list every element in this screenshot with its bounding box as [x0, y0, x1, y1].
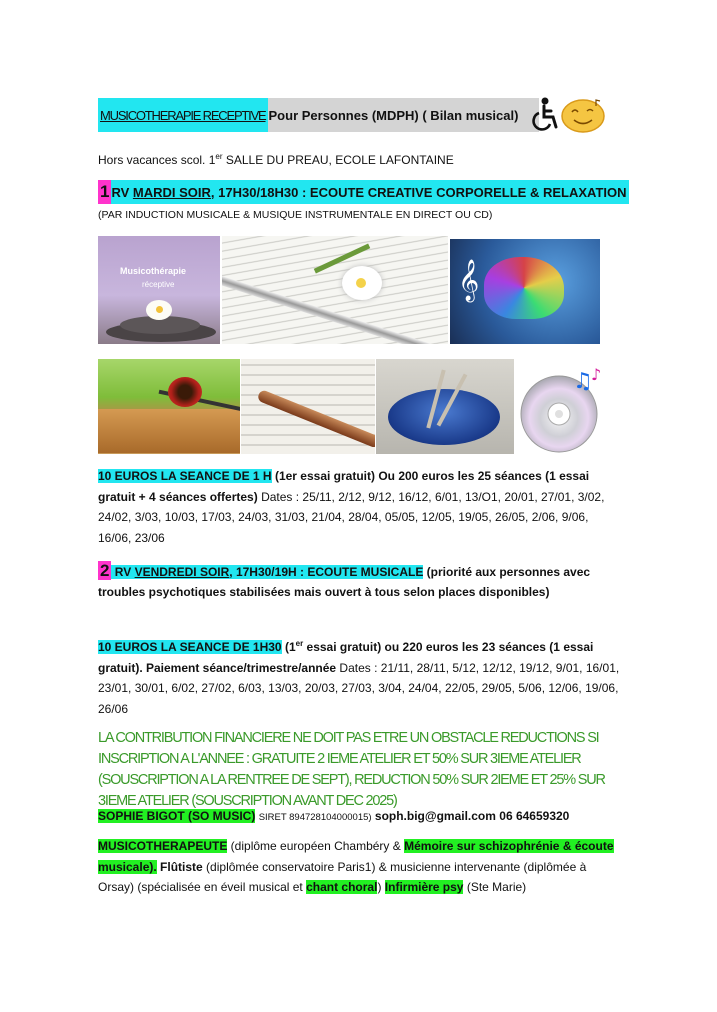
image-text-receptive: réceptive	[142, 280, 175, 289]
bio-p1: (diplôme européen Chambéry &	[227, 839, 405, 853]
brain-music-image: 𝄞	[450, 239, 600, 344]
title-part2: Pour Personnes (MDPH) ( Bilan musical)	[268, 98, 539, 132]
guitar-flower-image	[98, 359, 240, 454]
location-prefix: Hors vacances scol. 1	[98, 153, 216, 167]
smiley-music-icon	[560, 98, 606, 134]
session1-subtitle: (PAR INDUCTION MUSICALE & MUSIQUE INSTRUMENTALE EN DIRECT OU CD)	[98, 209, 493, 221]
svg-text:♪: ♪	[591, 365, 602, 384]
session2-number: 2	[100, 561, 110, 580]
bio-flutiste: Flûtiste	[156, 859, 203, 874]
location-sup: er	[215, 152, 223, 161]
bio-chant: chant choral	[306, 880, 378, 894]
contact-siret: SIRET 894728104000015)	[258, 812, 372, 823]
session2-rv: RV	[111, 565, 135, 579]
session1-number: 1	[98, 180, 111, 204]
session1-price	[98, 466, 620, 548]
session2-note: (priorité aux personnes avec troubles psychotiques stabilisées mais ouvert à tous selon places disponibles)	[98, 565, 591, 599]
musicotherapie-image	[98, 236, 220, 344]
session2-day: VENDREDI SOIR	[134, 565, 230, 579]
recorder-sheet-image	[241, 359, 375, 454]
svg-text:♫: ♫	[573, 369, 593, 394]
contact-line	[98, 806, 569, 828]
session2-title	[111, 565, 423, 579]
session1-rest: , 17H30/18H30 : ECOUTE CREATIVE CORPORELLE & RELAXATION	[210, 184, 627, 200]
contact-phone[interactable]: 06 64659320	[499, 809, 570, 823]
session2-price-highlight: 10 EUROS LA SEANCE DE 1H30	[98, 640, 282, 654]
session2-price-open: (1	[281, 640, 296, 654]
session2-heading	[98, 561, 620, 602]
session2-price-rest: essai gratuit) ou 220 euros les 23 séances (1 essai gratuit). Paiement séance/trimestre/année	[98, 640, 594, 675]
session2-dates: Dates : 21/11, 28/11, 5/12, 12/12, 19/12, 9/01, 16/01, 23/01, 30/01, 6/02, 27/02, 6/03, 13/03, 20/03, 27/03, 3/04, 24/04, 22/05, 29/05, 5/06, 12/06, 19/06, 26/06	[98, 660, 620, 716]
location-line	[98, 147, 454, 170]
session1-price-highlight: 10 EUROS LA SEANCE DE 1 H	[98, 469, 272, 483]
contact-name: SOPHIE BIGOT (SO MUSIC)	[98, 809, 256, 823]
bio-infirmiere: Infirmière psy	[384, 880, 464, 894]
session2-price	[98, 634, 620, 719]
session1-price-rest: (1er essai gratuit) Ou 200 euros les 25 séances (1 essai gratuit + 4 séances offertes)	[98, 469, 590, 504]
session2-price-sup: er	[295, 639, 304, 648]
cd-music-image	[515, 362, 611, 454]
title-part1: MUSICOTHERAPIE RECEPTIVE	[98, 98, 268, 132]
session1-title	[111, 180, 628, 204]
title-bar	[98, 98, 539, 132]
contact-email[interactable]: soph.big@gmail.com	[374, 809, 496, 823]
bio-p3: )	[377, 880, 385, 894]
bio-role: MUSICOTHERAPEUTE	[98, 839, 228, 853]
session1-dates: Dates : 25/11, 2/12, 9/12, 16/12, 6/01, 13/O1, 20/01, 27/01, 3/02, 24/02, 3/03, 10/03, 17/03, 24/03, 31/03, 21/04, 28/04, 05/05, 12/05, 19/05, 26/05, 2/06, 9/06, 16/06, 23/06	[98, 489, 605, 545]
bio-p2: (diplômée conservatoire Paris1) & musicienne intervenante (diplômée à Orsay) (spécialisée en éveil musical et	[98, 859, 587, 894]
location-suffix: SALLE DU PREAU, ECOLE LAFONTAINE	[222, 153, 454, 167]
session1-heading	[98, 180, 629, 204]
bio-p4: (Ste Marie)	[463, 880, 527, 894]
handpan-image	[376, 359, 514, 454]
image-text-musicotherapie: Musicothérapie	[120, 266, 187, 276]
session1-day: MARDI SOIR	[132, 184, 211, 200]
session2-rest: , 17H30/19H : ECOUTE MUSICALE	[229, 565, 424, 579]
bio-memoire: Mémoire sur schizophrénie & écoute musicale).	[98, 839, 614, 874]
session1-rv: RV	[111, 184, 133, 200]
contribution-notice: LA CONTRIBUTION FINANCIERE NE DOIT PAS ETRE UN OBSTACLE REDUCTIONS SI INSCRIPTION A L'ANNEE : GRATUITE 2 IEME ATELIER ET 50% SUR 3IEME ATELIER (SOUSCRIPTION A LA RENTREE DE SEPT), REDUCTION 50% SUR 2IEME ET 25% SUR 3IEME ATELIER (SOUSCRIPTION AVANT DEC 2025)	[98, 730, 605, 809]
bio-paragraph	[98, 836, 620, 898]
wheelchair-icon	[528, 96, 560, 132]
flute-sheet-image	[222, 236, 448, 344]
